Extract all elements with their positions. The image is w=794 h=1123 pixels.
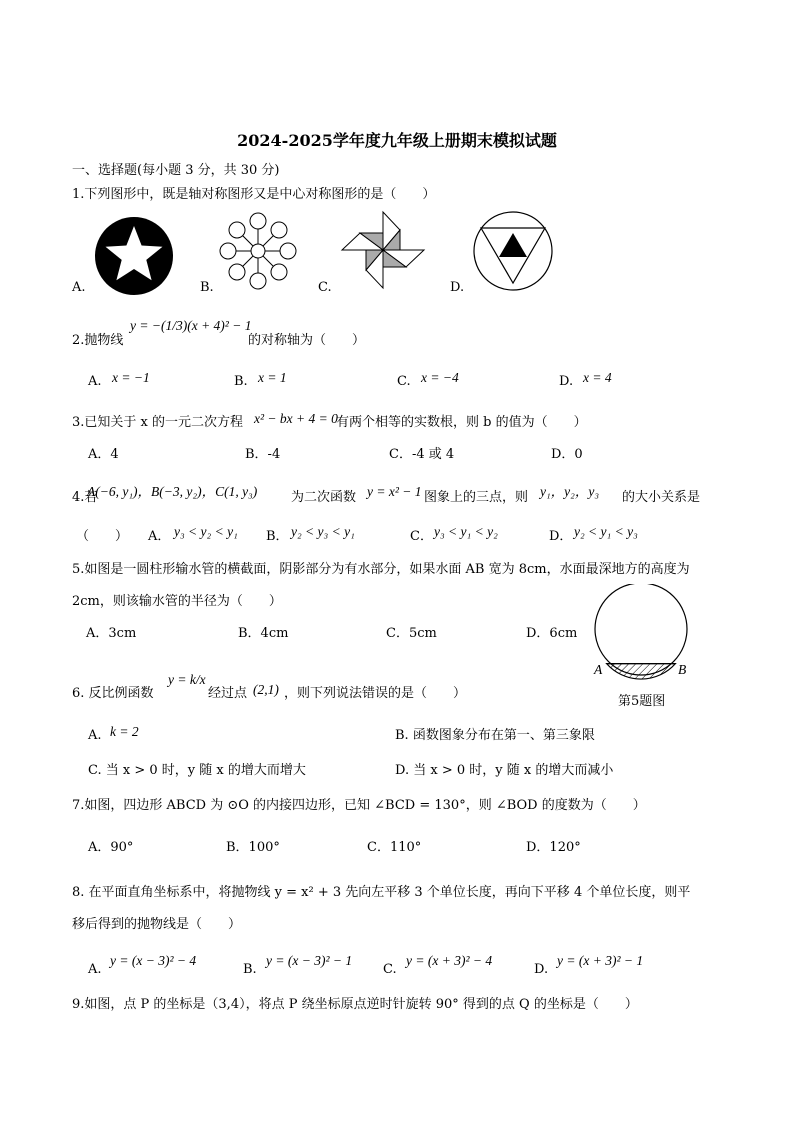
question-4-stem-d: 的大小关系是: [622, 490, 701, 505]
q2-option-d: x = 4: [583, 370, 612, 385]
q2-option-a-label: A.: [88, 374, 102, 389]
question-7-stem: 7.如图，四边形 ABCD 为 ⊙O 的内接四边形，已知 ∠BCD = 130°，则 ∠BOD 的度数为（ ）: [72, 798, 646, 813]
q2-option-b: x = 1: [258, 370, 287, 385]
q2-option-d-label: D.: [559, 374, 574, 389]
q8-option-c-label: C.: [383, 962, 397, 977]
q3-option-a: A．4: [88, 447, 119, 462]
q8-option-d-label: D.: [534, 962, 549, 977]
q4-answer-paren: （ ）: [76, 529, 129, 544]
question-8-line-2: 移后得到的抛物线是（ ）: [72, 917, 242, 932]
q5-figure-caption: 第5题图: [618, 694, 666, 709]
q5-option-c: C．5cm: [386, 626, 437, 641]
q1-option-c-label: C.: [318, 280, 332, 295]
q3-equation: x² − bx + 4 = 0: [254, 411, 338, 426]
q3-option-c: C．-4 或 4: [389, 447, 455, 462]
q4-option-b: y₂ < y₃ < y₁: [291, 524, 355, 539]
q8-option-b: y = (x − 3)² − 1: [266, 953, 353, 968]
q6-option-c: C. 当 x > 0 时，y 随 x 的增大而增大: [88, 763, 306, 778]
q2-option-c-label: C.: [397, 374, 411, 389]
q4-option-a: y₃ < y₂ < y₁: [174, 524, 238, 539]
question-2-suffix: 的对称轴为（ ）: [248, 333, 366, 348]
q5-option-a: A．3cm: [86, 626, 137, 641]
q6-option-d: D. 当 x > 0 时，y 随 x 的增大而减小: [395, 763, 614, 778]
question-2-prefix: 2.抛物线: [72, 333, 124, 348]
q1-figure-b-flower: [218, 211, 298, 291]
q2-formula: y = −(1/3)(x + 4)² − 1: [130, 318, 252, 333]
question-4-stem-a: 4.若: [72, 490, 98, 505]
question-6-mid: 经过点: [208, 686, 248, 701]
section-heading: 一、选择题(每小题 3 分，共 30 分): [72, 163, 280, 178]
q5-option-d: D．6cm: [526, 626, 578, 641]
q4-option-b-label: B．: [266, 529, 289, 544]
q2-option-b-label: B.: [234, 374, 248, 389]
q6-option-a-label: A.: [88, 728, 102, 743]
q5-point-a-label: A: [594, 662, 603, 677]
q6-option-b: B. 函数图象分布在第一、第三象限: [395, 728, 595, 743]
question-3-stem-a: 3.已知关于 x 的一元二次方程: [72, 415, 243, 430]
question-9-stem: 9.如图，点 P 的坐标是（3,4），将点 P 绕坐标原点逆时针旋转 90° 得到的点 Q 的坐标是（ ）: [72, 997, 638, 1012]
q1-figure-a-circle-star: [94, 216, 174, 296]
q2-option-c: x = −4: [421, 370, 459, 385]
question-3-stem-b: 有两个相等的实数根，则 b 的值为（ ）: [336, 415, 587, 430]
q8-option-a-label: A.: [88, 962, 102, 977]
q1-option-a-label: A.: [72, 280, 86, 295]
question-6-suffix: ，则下列说法错误的是（ ）: [284, 686, 467, 701]
q3-option-d: D．0: [551, 447, 583, 462]
q7-option-b: B．100°: [226, 840, 280, 855]
q4-variables: y₁，y₂，y₃: [540, 484, 600, 499]
q6-function: y = k/x: [168, 672, 206, 687]
q4-option-d-label: D．: [549, 529, 573, 544]
q7-option-a: A．90°: [88, 840, 134, 855]
q8-option-d: y = (x + 3)² − 1: [557, 953, 644, 968]
q5-option-b: B．4cm: [238, 626, 289, 641]
question-4-stem-b: 为二次函数: [291, 490, 357, 505]
q8-option-a: y = (x − 3)² − 4: [110, 953, 197, 968]
question-4-stem-c: 图象上的三点，则: [424, 490, 529, 505]
question-8-line-1: 8. 在平面直角坐标系中，将抛物线 y = x² + 3 先向左平移 3 个单位长度，再向下平移 4 个单位长度，则平: [72, 885, 691, 900]
question-1-stem: 1.下列图形中，既是轴对称图形又是中心对称图形的是（ ）: [72, 187, 436, 202]
q1-option-b-label: B.: [200, 280, 214, 295]
q4-option-c-label: C．: [410, 529, 433, 544]
q3-option-b: B．-4: [245, 447, 281, 462]
q5-point-b-label: B: [678, 662, 687, 677]
question-6-prefix: 6. 反比例函数: [72, 686, 154, 701]
q4-option-c: y₃ < y₁ < y₂: [434, 524, 498, 539]
q4-option-a-label: A．: [148, 529, 171, 544]
q1-option-d-label: D.: [450, 280, 465, 295]
q8-option-c: y = (x + 3)² − 4: [406, 953, 493, 968]
question-5-line-1: 5.如图是一圆柱形输水管的横截面，阴影部分为有水部分，如果水面 AB 宽为 8cm，水面最深地方的高度为: [72, 562, 690, 577]
q6-point: (2,1): [253, 682, 279, 697]
q4-function: y = x² − 1: [367, 484, 422, 499]
q1-figure-c-pinwheel: [340, 210, 426, 290]
q7-option-c: C．110°: [367, 840, 422, 855]
q7-option-d: D．120°: [526, 840, 581, 855]
q8-option-b-label: B.: [243, 962, 257, 977]
q6-option-a: k = 2: [110, 724, 139, 739]
q2-option-a: x = −1: [112, 370, 150, 385]
q4-option-d: y₂ < y₁ < y₃: [574, 524, 638, 539]
q1-figure-d-circle-triangles: [472, 210, 554, 292]
question-5-line-2: 2cm，则该输水管的半径为（ ）: [72, 594, 282, 609]
q4-points: A(−6, y₁)，B(−3, y₂)，C(1, y₃): [87, 484, 258, 499]
page-title: 2024-2025学年度九年级上册期末模拟试题: [237, 131, 557, 150]
